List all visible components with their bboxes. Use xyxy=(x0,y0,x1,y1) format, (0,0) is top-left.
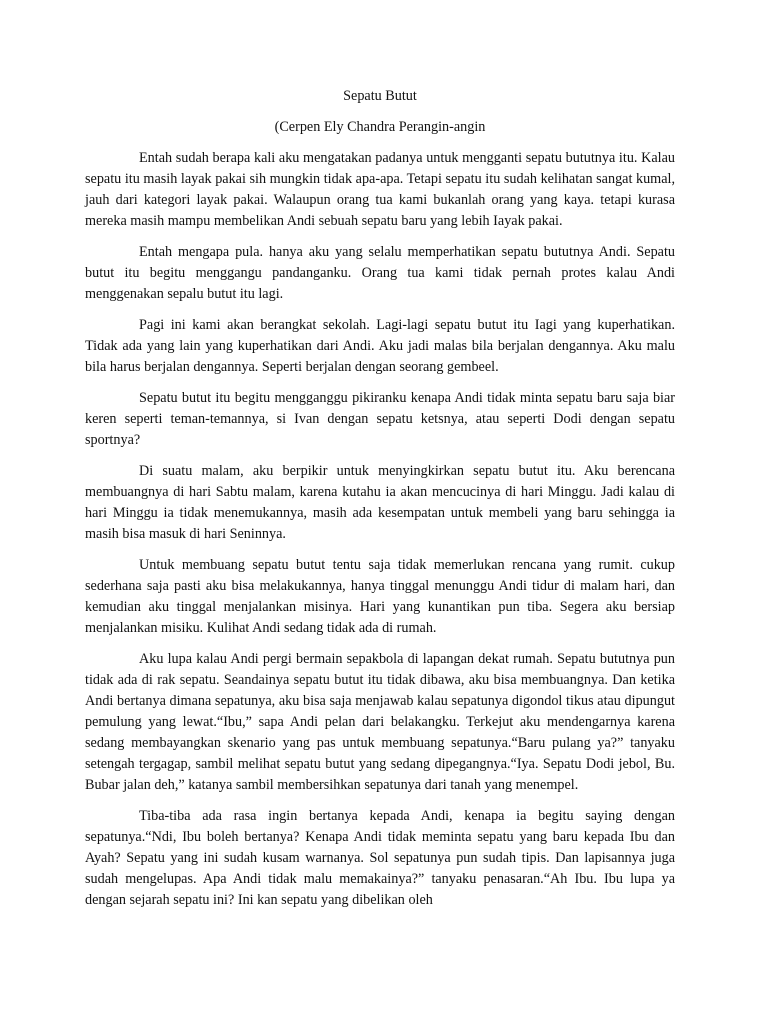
document-subtitle: (Cerpen Ely Chandra Perangin-angin xyxy=(274,119,486,135)
paragraph-1: Entah sudah berapa kali aku mengatakan padanya untuk mengganti sepatu bututnya itu. Kalau sepatu itu masih layak pakai sih mungkin tidak apa-apa. Tetapi sepatu itu sudah kelihatan sangat kumal, jauh dari kategori layak pakai. Walaupun orang tua kami bukanlah orang yang kaya. tetapi kurasa mereka masih mampu membelikan Andi sebuah sepatu baru yang lebih Iayak pakai. xyxy=(85,150,675,229)
paragraph-6: Untuk membuang sepatu butut tentu saja tidak memerlukan rencana yang rumit. cukup sederhana saja pasti aku bisa melakukannya, hanya tinggal menunggu Andi tidur di malam hari, dan kemudian aku tinggal menjalankan misinya. Hari yang kunantikan pun tiba. Segera aku bersiap menjalankan misiku. Kulihat Andi sedang tidak ada di rumah. xyxy=(85,557,675,636)
paragraph-3: Pagi ini kami akan berangkat sekolah. Lagi-lagi sepatu butut itu Iagi yang kuperhatikan. Tidak ada yang lain yang kuperhatikan dari Andi. Aku jadi malas bila berjalan dengannya. Aku malu bila harus berjalan dengannya. Seperti berjalan dengan seorang gembeel. xyxy=(85,317,675,375)
paragraph-8: Tiba-tiba ada rasa ingin bertanya kepada Andi, kenapa ia begitu saying dengan sepatunya.“Ndi, Ibu boleh bertanya? Kenapa Andi tidak meminta sepatu yang baru kepada Ibu dan Ayah? Sepatu yang ini sudah kusam warnanya. Sol sepatunya pun sudah tipis. Dan lapisannya juga sudah mengelupas. Apa Andi tidak malu memakainya?” tanyaku penasaran.“Ah Ibu. Ibu lupa ya dengan sejarah sepatu ini? Ini kan sepatu yang dibelikan oleh xyxy=(85,808,675,908)
paragraph-7: Aku lupa kalau Andi pergi bermain sepakbola di lapangan dekat rumah. Sepatu bututnya pun tidak ada di rak sepatu. Seandainya sepatu butut itu tidak dibawa, aku bisa membuangnya. Dan ketika Andi bertanya dimana sepatunya, aku bisa saja menjawab kalau sepatunya digondol tikus atau dipungut pemulung yang lewat.“Ibu,” sapa Andi pelan dari belakangku. Terkejut aku mendengarnya karena sedang membayangkan skenario yang pas untuk membuang sepatunya.“Baru pulang ya?” tanyaku setengah tergagap, sambil melihat sepatu butut yang sedang dipegangnya.“Iya. Sepatu Dodi jebol, Bu. Bubar jalan deh,” katanya sambil membersihkan sepatunya dari tanah yang menempel. xyxy=(85,651,675,793)
paragraph-5: Di suatu malam, aku berpikir untuk menyingkirkan sepatu butut itu. Aku berencana membuangnya di hari Sabtu malam, karena kutahu ia akan mencucinya di hari Minggu. Jadi kalau di hari Minggu ia tidak menemukannya, masih ada kesempatan untuk membeli yang baru sehingga ia masih bisa masuk di hari Seninnya. xyxy=(85,463,675,542)
paragraph-4: Sepatu butut itu begitu mengganggu pikiranku kenapa Andi tidak minta sepatu baru saja biar keren seperti teman-temannya, si Ivan dengan sepatu ketsnya, atau seperti Dodi dengan sepatu sportnya? xyxy=(85,390,675,448)
document-page xyxy=(85,86,675,911)
paragraph-2: Entah mengapa pula. hanya aku yang selalu memperhatikan sepatu bututnya Andi. Sepatu butut itu begitu menggangu pandanganku. Orang tua kami tidak pernah protes kalau Andi menggenakan sepalu butut itu lagi. xyxy=(85,244,675,302)
document-title: Sepatu Butut xyxy=(343,88,417,104)
